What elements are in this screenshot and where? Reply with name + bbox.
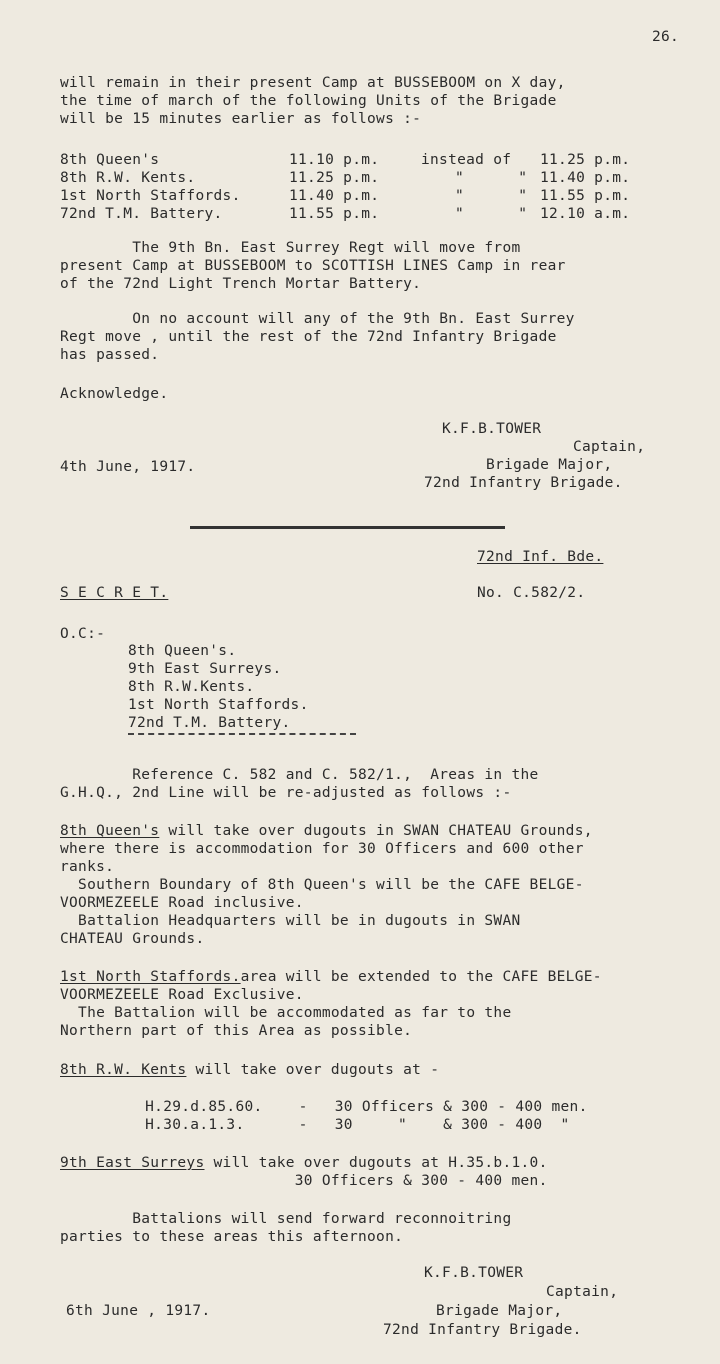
queens-line-1 xyxy=(60,822,593,840)
instead-cell: instead of xyxy=(421,152,512,168)
staffords-line-3: The Battalion will be accommodated as far to the xyxy=(60,1005,512,1021)
kents-text: will take over dugouts at - xyxy=(186,1062,440,1078)
old-time-cell: 12.10 a.m. xyxy=(540,206,631,222)
order-date: 4th June, 1917. xyxy=(60,459,196,475)
reference-line-2: G.H.Q., 2nd Line will be re-adjusted as follows :- xyxy=(60,785,512,801)
kents-row-2: H.30.a.1.3. - 30 " & 300 - 400 " xyxy=(100,1117,570,1133)
new-time-cell: 11.55 p.m. xyxy=(289,206,380,222)
new-time-cell: 11.40 p.m. xyxy=(289,188,380,204)
ditto-cell: " " xyxy=(455,170,528,186)
para1-line-3: of the 72nd Light Trench Mortar Battery. xyxy=(60,276,422,292)
staffords-line-1 xyxy=(60,968,602,986)
kents-heading: 8th R.W. Kents xyxy=(60,1062,187,1078)
list-item: 1st North Staffords. xyxy=(128,697,309,713)
signature-name: K.F.B.TOWER xyxy=(442,421,542,437)
oc-label: O.C:- xyxy=(60,626,106,642)
intro-line-2: the time of march of the following Units of the Brigade xyxy=(60,93,557,109)
staffords-line-4: Northern part of this Area as possible. xyxy=(60,1023,413,1039)
brigade-heading: 72nd Inf. Bde. xyxy=(477,549,604,565)
old-time-cell: 11.40 p.m. xyxy=(540,170,631,186)
list-item: 8th Queen's. xyxy=(128,643,237,659)
queens-line-2: where there is accommodation for 30 Officers and 600 other xyxy=(60,841,584,857)
para1-line-2: present Camp at BUSSEBOOM to SCOTTISH LINES Camp in rear xyxy=(60,258,566,274)
intro-line-1: will remain in their present Camp at BUSSEBOOM on X day, xyxy=(60,75,566,91)
queens-heading: 8th Queen's xyxy=(60,823,160,839)
recon-line-2: parties to these areas this afternoon. xyxy=(60,1229,404,1245)
surreys-heading: 9th East Surreys xyxy=(60,1155,205,1171)
surreys-text: will take over dugouts at H.35.b.1.0. xyxy=(204,1155,548,1171)
ditto-cell: " " xyxy=(455,206,528,222)
staffords-text: area will be extended to the CAFE BELGE- xyxy=(240,969,602,985)
order-date: 6th June , 1917. xyxy=(66,1303,211,1319)
list-item: 72nd T.M. Battery. xyxy=(128,715,291,731)
old-time-cell: 11.55 p.m. xyxy=(540,188,631,204)
list-item: 9th East Surreys. xyxy=(128,661,282,677)
reference-line-1: Reference C. 582 and C. 582/1., Areas in the xyxy=(60,767,539,783)
page-number: 26. xyxy=(652,29,680,45)
recon-line-1: Battalions will send forward reconnoitring xyxy=(60,1211,512,1227)
unit-cell: 8th Queen's xyxy=(60,152,160,168)
unit-cell: 1st North Staffords. xyxy=(60,188,241,204)
staffords-heading: 1st North Staffords. xyxy=(60,969,241,985)
signature-unit: 72nd Infantry Brigade. xyxy=(424,475,623,491)
signature-name: K.F.B.TOWER xyxy=(424,1265,524,1281)
queens-line-4: Southern Boundary of 8th Queen's will be the CAFE BELGE- xyxy=(60,877,584,893)
dashed-divider xyxy=(128,733,356,735)
new-time-cell: 11.25 p.m. xyxy=(289,170,380,186)
queens-line-5: VOORMEZEELE Road inclusive. xyxy=(60,895,304,911)
kents-line-1 xyxy=(60,1061,439,1079)
surreys-line-1 xyxy=(60,1154,548,1172)
unit-cell: 8th R.W. Kents. xyxy=(60,170,196,186)
para1-line-1: The 9th Bn. East Surrey Regt will move from xyxy=(60,240,521,256)
order-number: No. C.582/2. xyxy=(477,585,586,601)
section-divider xyxy=(190,526,505,529)
queens-text: will take over dugouts in SWAN CHATEAU Grounds, xyxy=(159,823,593,839)
kents-row-1: H.29.d.85.60. - 30 Officers & 300 - 400 men. xyxy=(100,1099,588,1115)
signature-role: Brigade Major, xyxy=(486,457,613,473)
secret-heading: S E C R E T. xyxy=(60,585,169,601)
intro-line-3: will be 15 minutes earlier as follows :- xyxy=(60,111,422,127)
acknowledge-text: Acknowledge. xyxy=(60,386,169,402)
ditto-cell: " " xyxy=(455,188,528,204)
para2-line-1: On no account will any of the 9th Bn. East Surrey xyxy=(60,311,575,327)
queens-line-3: ranks. xyxy=(60,859,115,875)
para2-line-3: has passed. xyxy=(60,347,160,363)
new-time-cell: 11.10 p.m. xyxy=(289,152,380,168)
signature-role: Brigade Major, xyxy=(436,1303,563,1319)
list-item: 8th R.W.Kents. xyxy=(128,679,255,695)
signature-rank: Captain, xyxy=(546,1284,619,1300)
signature-unit: 72nd Infantry Brigade. xyxy=(383,1322,582,1338)
queens-line-7: CHATEAU Grounds. xyxy=(60,931,205,947)
unit-cell: 72nd T.M. Battery. xyxy=(60,206,223,222)
surreys-line-2: 30 Officers & 300 - 400 men. xyxy=(60,1173,548,1189)
signature-rank: Captain, xyxy=(573,439,646,455)
old-time-cell: 11.25 p.m. xyxy=(540,152,631,168)
para2-line-2: Regt move , until the rest of the 72nd Infantry Brigade xyxy=(60,329,557,345)
staffords-line-2: VOORMEZEELE Road Exclusive. xyxy=(60,987,304,1003)
queens-line-6: Battalion Headquarters will be in dugouts in SWAN xyxy=(60,913,521,929)
